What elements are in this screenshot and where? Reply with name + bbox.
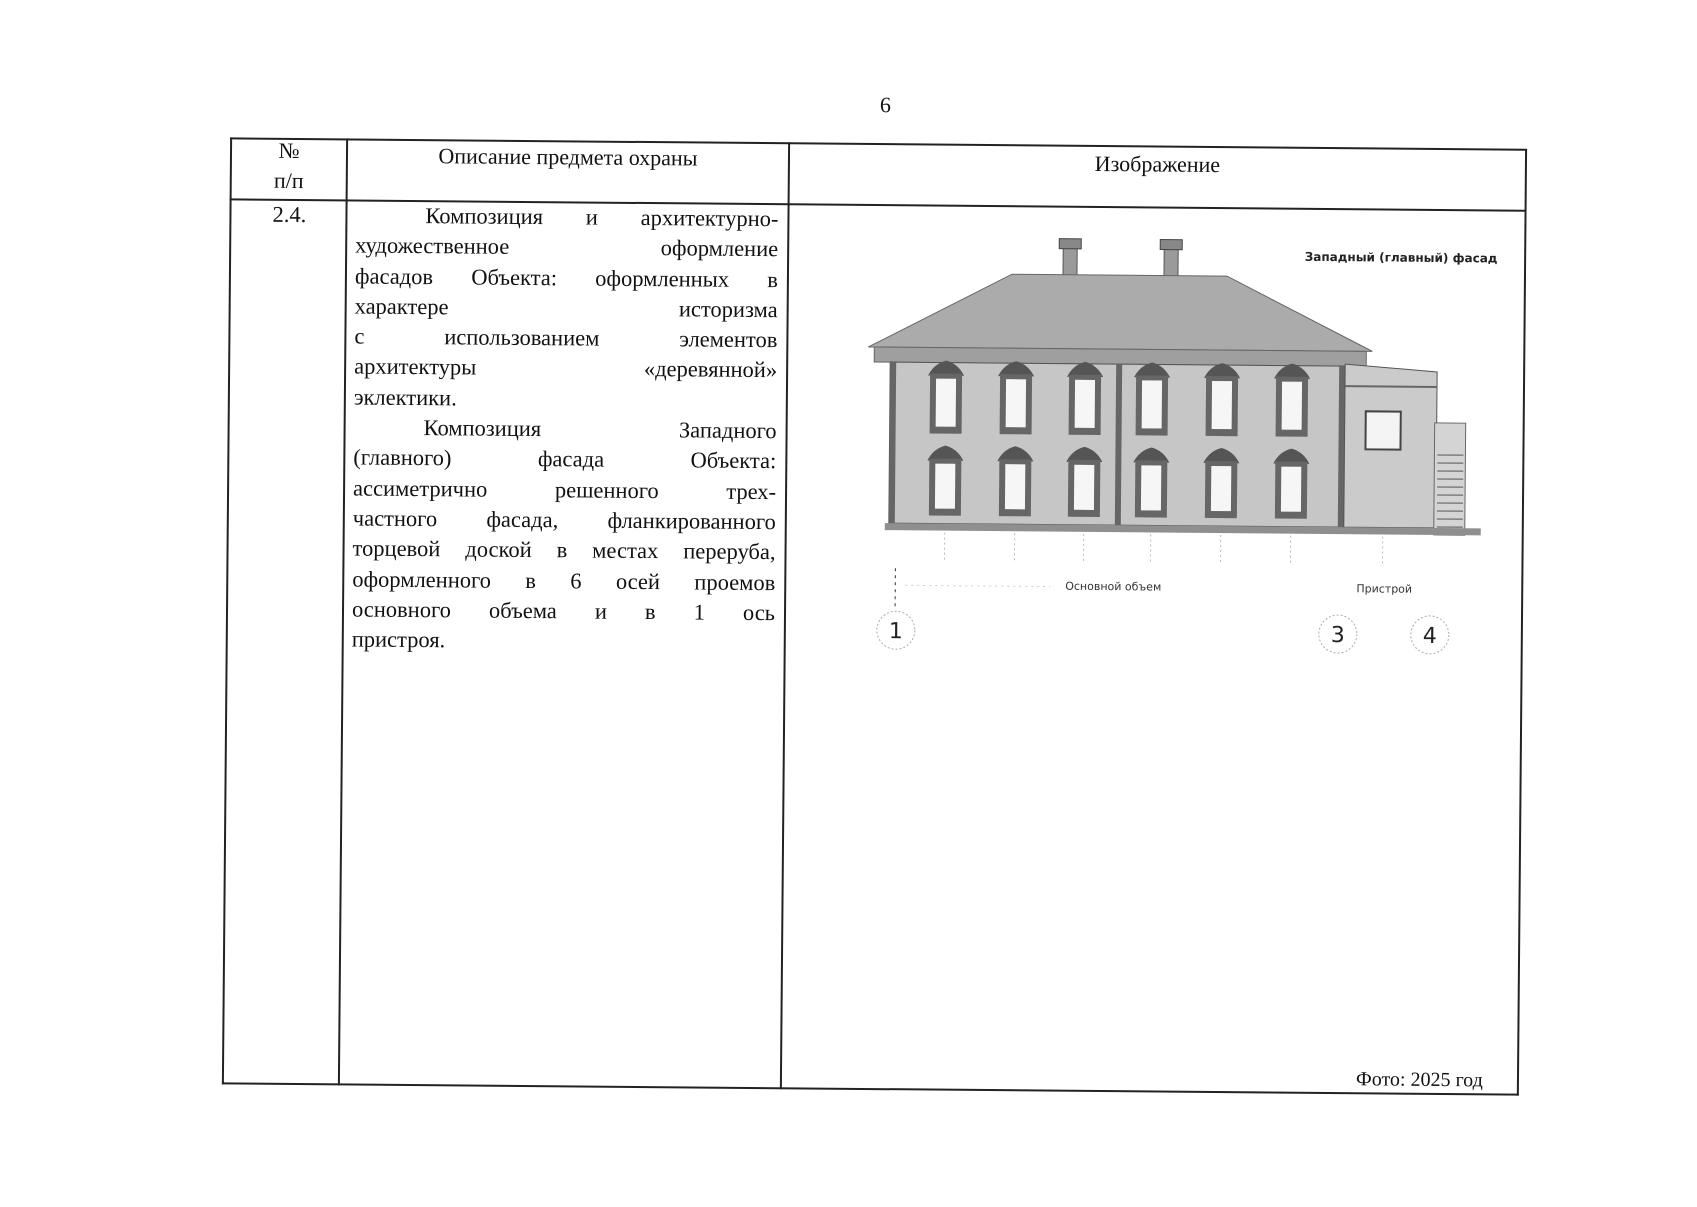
description-line: эклектики.: [354, 382, 777, 416]
facade-drawing: [860, 225, 1504, 671]
row-number: 2.4.: [239, 199, 339, 230]
axis-marker: [877, 611, 915, 649]
table-border-right: [1517, 149, 1527, 1096]
drawing-title: Западный (главный) фасад: [1305, 250, 1498, 266]
description-line: частного фасада, фланкированного: [353, 503, 776, 537]
description-line: характере историзма: [355, 291, 778, 325]
description-line: с использованием элементов: [354, 322, 777, 356]
photo-caption: Фото: 2025 год: [1356, 1068, 1483, 1092]
table-column-divider: [780, 142, 790, 1089]
description-line: пристроя.: [352, 625, 775, 659]
axis-label: 3: [1331, 623, 1345, 648]
description-line: основного объема и в 1 ось: [352, 594, 775, 628]
description-line: (главного) фасада Объекта:: [353, 443, 776, 477]
dimension-line: [905, 585, 1050, 586]
description-line: Композиция и архитектурно-: [355, 200, 778, 234]
header-number: [232, 135, 347, 196]
axis-marker: [1319, 615, 1357, 653]
description-line: торцевой доской в местах переруба,: [352, 534, 775, 568]
table-border-left: [222, 137, 232, 1084]
table-border-bottom: [222, 1082, 1519, 1095]
label-annex: Пристрой: [1356, 582, 1412, 595]
header-description: Описание предмета охраны: [348, 140, 788, 174]
header-image: Изображение: [790, 146, 1525, 182]
row-description: [352, 200, 779, 658]
header-number-line1: №: [232, 135, 346, 166]
table: [5, 0, 1697, 7]
description-line: оформленного в 6 осей проемов: [352, 564, 775, 598]
header-number-line2: п/п: [232, 165, 346, 196]
description-line: Композиция Западного: [353, 413, 776, 447]
page-number: 6: [870, 92, 900, 118]
description-line: архитектуры «деревянной»: [354, 352, 777, 386]
axis-marker: [1411, 616, 1449, 654]
description-line: ассиметрично решенного трех-: [353, 473, 776, 507]
table-column-divider: [338, 138, 348, 1085]
axis-label: 4: [1423, 624, 1437, 649]
axis-label: 1: [889, 619, 903, 644]
label-main-volume: Основной объем: [1065, 580, 1161, 594]
description-line: художественное оформление: [355, 231, 778, 265]
description-line: фасадов Объекта: оформленных в: [355, 261, 778, 295]
